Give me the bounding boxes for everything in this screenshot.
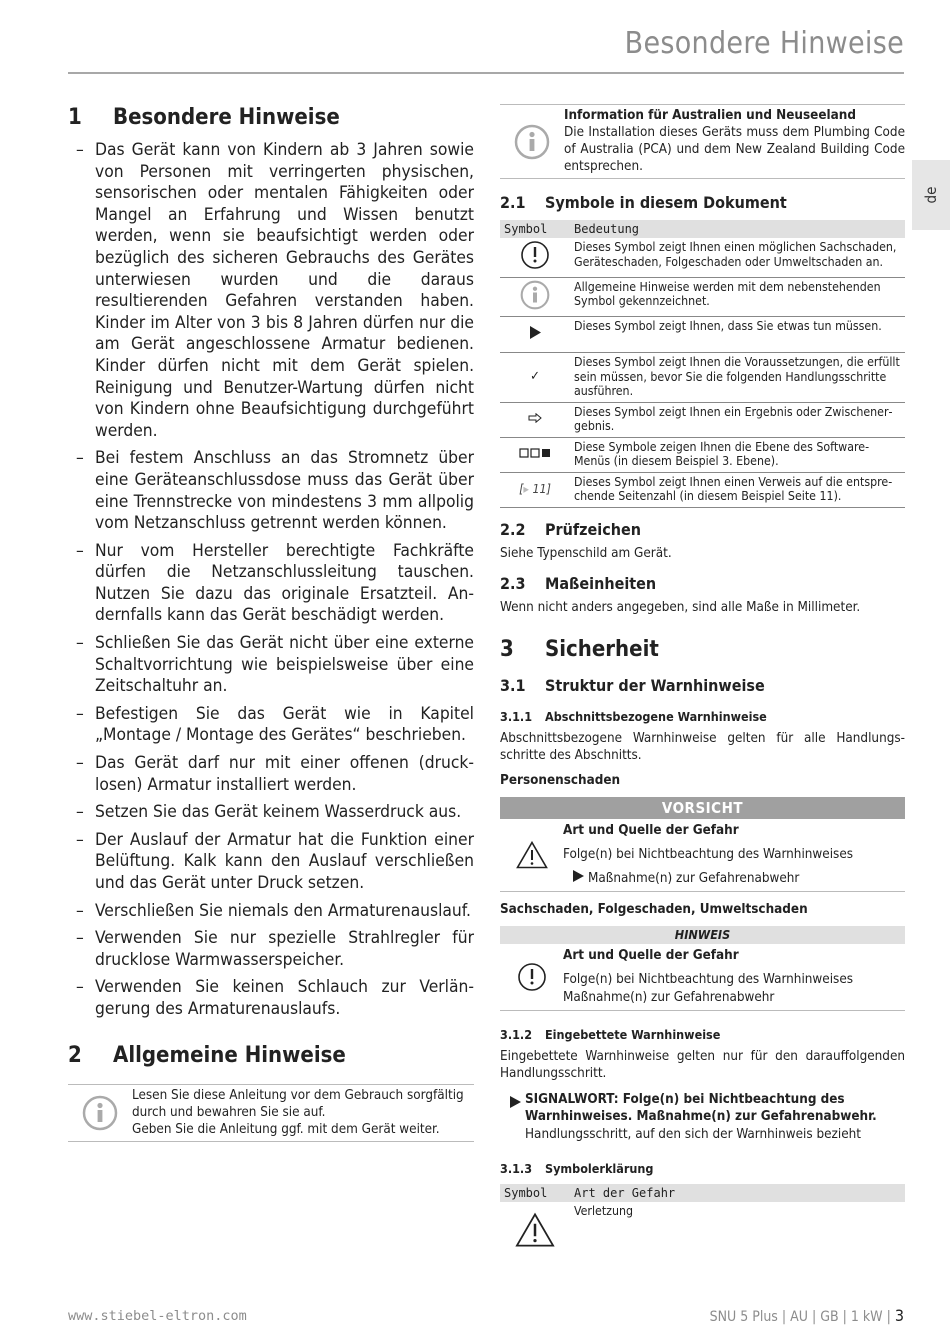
table-cell: Allgemeine Hinweise werden mit dem nebenstehenden Symbol gekennzeichnet. <box>570 277 905 317</box>
table-row <box>500 317 905 353</box>
symbol-legend-table <box>500 1184 905 1254</box>
action-triangle-icon <box>573 867 584 891</box>
section-3-1-2-heading <box>500 1027 905 1042</box>
info-line: Lesen Sie diese Anleitung vor dem Gebrauch sorgfältig durch und bewahren Sie sie auf. <box>132 1087 464 1120</box>
left-column <box>68 105 474 1142</box>
page-number: 3 <box>894 1306 904 1325</box>
page-ref-number: 11] <box>532 481 551 496</box>
section-2-1-heading <box>500 193 905 212</box>
australia-info-box <box>500 104 905 179</box>
action-triangle-icon <box>529 328 541 342</box>
table-row <box>500 402 905 437</box>
section-3-1-3-heading <box>500 1161 905 1176</box>
section-number: 2.1 <box>500 193 526 212</box>
measure-text: Maßnahme(n) zur Gefahrenabwehr <box>588 870 800 886</box>
section-title: Struktur der Warnhinweise <box>545 675 765 695</box>
section-number: 3.1 <box>500 675 526 695</box>
menu-level-icon <box>519 447 551 461</box>
embedded-warning-example <box>500 1091 905 1144</box>
note-warning-example <box>500 926 905 1011</box>
section-title: Sicherheit <box>545 636 659 662</box>
info-text: Die Installation dieses Geräts muss dem Plumbing Code of Australia (PCA) und dem New Zealand Building Code entsprechen. <box>564 125 905 174</box>
section-title: Abschnittsbezogene Warnhinweise <box>545 708 767 724</box>
action-triangle-icon <box>510 1093 521 1144</box>
footer-product: SNU 5 Plus | AU | GB | 1 kW | <box>709 1309 891 1325</box>
result-arrow-icon <box>528 412 542 426</box>
column-header: Symbol <box>500 1184 570 1202</box>
table-cell: Dieses Symbol zeigt Ihnen, dass Sie etwas tun müssen. <box>570 317 905 353</box>
language-tab <box>912 160 950 230</box>
table-header-row <box>500 1184 905 1202</box>
section-title: Eingebettete Warnhinweise <box>545 1026 721 1042</box>
table-cell: Dieses Symbol zeigt Ihnen einen möglichen Sachschaden, Geräteschaden, Folgeschaden oder Umweltschaden an. <box>570 238 905 277</box>
table-row <box>500 472 905 507</box>
table-header-row <box>500 220 905 238</box>
table-row <box>500 277 905 317</box>
consequence-text: Folge(n) bei Nichtbeachtung des Warnhinweises <box>563 971 854 987</box>
table-cell: Dieses Symbol zeigt Ihnen einen Verweis auf die entsprechende Seitenzahl (in diesem Beispiel Seite 11). <box>570 472 905 507</box>
warning-triangle-icon <box>515 1237 555 1251</box>
section-title: Symbolerklärung <box>545 1161 654 1176</box>
general-info-box <box>68 1084 474 1142</box>
property-damage-label: Sachschaden, Folgeschaden, Umweltschaden <box>500 901 808 917</box>
checkmark-icon: ✓ <box>530 369 540 384</box>
section-title: Symbole in diesem Dokument <box>545 193 787 212</box>
table-row <box>500 437 905 472</box>
caution-signal-word: VORSICHT <box>500 797 905 819</box>
note-signal-word: HINWEIS <box>500 926 905 944</box>
safety-bullet-list <box>68 140 474 1021</box>
caution-warning-example <box>500 797 905 892</box>
embedded-warning-text: Handlungsschritt, auf den sich der Warnhinweis bezieht <box>525 1126 861 1142</box>
footer-website: www.stiebel-eltron.com <box>68 1308 247 1324</box>
list-item: – Verwenden Sie nur spezielle Strahlregler für drucklose Warmwasserspeicher. <box>68 928 474 971</box>
table-row <box>500 238 905 277</box>
consequence-text: Folge(n) bei Nichtbeachtung des Warnhinweises <box>563 846 854 862</box>
body-text: Eingebettete Warnhinweise gelten nur für den darauffolgenden Handlungsschritt. <box>500 1048 905 1081</box>
list-item: – Bei festem Anschluss an das Stromnetz über eine Geräteanschlussdose muss das Gerät über eine Trennstrecke von mindestens 3 mm allpolig vom Netzanschluss getrennt werden können. <box>68 448 474 534</box>
page-ref-icon: [▸ 11] <box>519 481 551 496</box>
info-circle-icon <box>68 1085 132 1141</box>
section-number: 3 <box>500 636 514 662</box>
table-cell: Dieses Symbol zeigt Ihnen die Voraussetzungen, die erfüllt sein müssen, bevor Sie die folgenden Handlungsschritte ausführen. <box>570 353 905 403</box>
section-number: 3.1.2 <box>500 1026 533 1042</box>
list-item: – Das Gerät kann von Kindern ab 3 Jahren sowie von Personen mit verringerten physischen, sensorischen oder mentalen Fähigkeiten oder Mangel an Erfahrung und Wissen benutzt werden, wenn sie beaufsichtigt werden oder bezüglich des sicheren Gebrauchs des Gerätes unterwiesen wurden und die daraus resultierenden Gefahren verstanden haben. Kinder im Alter von 3 bis 8 Jahren dürfen nur die am Gerät angeschlossene Armatur bedienen. Kinder dürfen nicht mit dem Gerät spielen. Reinigung und Benutzer-Wartung dürfen nicht von Kindern ohne Beaufsichtigung durchgeführt werden. <box>68 140 474 442</box>
header-rule <box>68 72 904 74</box>
section-2-2-heading <box>500 520 905 539</box>
footer-product-info <box>710 1306 904 1325</box>
page-header-title: Besondere Hinweise <box>624 26 904 61</box>
section-number: 2 <box>68 1042 82 1068</box>
table-cell: Verletzung <box>574 1204 634 1218</box>
table-row <box>500 1202 905 1254</box>
language-label: de <box>922 186 940 204</box>
section-title: Maßeinheiten <box>545 574 657 593</box>
info-circle-icon <box>520 299 550 313</box>
section-2-heading <box>68 1043 474 1068</box>
body-text: Abschnittsbezogene Warnhinweise gelten für alle Handlungsschritte des Abschnitts. <box>500 730 905 763</box>
list-item: – Schließen Sie das Gerät nicht über eine externe Schaltvorrichtung wie beispielsweise über eine Zeitschaltuhr an. <box>68 633 474 698</box>
section-number: 1 <box>68 105 82 130</box>
table-cell: Diese Symbole zeigen Ihnen die Ebene des Software-Menüs (in diesem Beispiel 3. Ebene). <box>570 437 905 472</box>
info-line: Geben Sie die Anleitung ggf. mit dem Gerät weiter. <box>132 1121 440 1137</box>
table-row <box>500 353 905 403</box>
table-cell: Dieses Symbol zeigt Ihnen ein Ergebnis oder Zwischenergebnis. <box>570 402 905 437</box>
section-title: Besondere Hinweise <box>113 105 340 130</box>
person-damage-label: Personenschaden <box>500 772 621 788</box>
section-3-1-1-heading <box>500 709 905 724</box>
list-item: – Der Auslauf der Armatur hat die Funktion einer Belüftung. Kalk kann den Auslauf verschließen und das Gerät unter Druck setzen. <box>68 830 474 895</box>
column-header: Symbol <box>500 220 570 238</box>
embedded-warning-bold: SIGNALWORT: Folge(n) bei Nichtbeachtung des Warnhinweises. Maßnahme(n) zur Gefahrenabwehr. <box>525 1091 877 1124</box>
list-item: – Setzen Sie das Gerät keinem Wasserdruck aus. <box>68 802 474 824</box>
right-column <box>500 104 905 1254</box>
hazard-title: Art und Quelle der Gefahr <box>563 822 739 838</box>
exclamation-circle-icon <box>520 259 550 273</box>
section-2-3-heading <box>500 574 905 593</box>
measure-text: Maßnahme(n) zur Gefahrenabwehr <box>563 989 775 1005</box>
warning-triangle-icon <box>500 819 563 891</box>
section-1-heading <box>68 105 474 130</box>
section-number: 2.3 <box>500 574 526 593</box>
list-item: – Befestigen Sie das Gerät wie in Kapitel „Montage / Montage des Gerätes“ beschrieben. <box>68 704 474 747</box>
info-title: Information für Australien und Neuseeland <box>564 108 856 123</box>
section-number: 2.2 <box>500 519 526 539</box>
section-number: 3.1.3 <box>500 1161 533 1176</box>
body-text: Siehe Typenschild am Gerät. <box>500 545 672 561</box>
info-circle-icon <box>500 105 564 178</box>
section-3-1-heading <box>500 676 905 695</box>
list-item: – Verwenden Sie keinen Schlauch zur Verlängerung des Armaturenauslaufs. <box>68 977 474 1020</box>
list-item: – Das Gerät darf nur mit einer offenen (drucklosen) Armatur installiert werden. <box>68 753 474 796</box>
section-3-heading <box>500 637 905 662</box>
exclamation-circle-icon <box>500 944 563 1010</box>
list-item: – Nur vom Hersteller berechtigte Fachkräfte dürfen die Netzanschlussleitung tauschen. Nutzen Sie dazu das originale Ersatzteil. Andernfalls kann das Gerät beschädigt werden. <box>68 541 474 627</box>
hazard-title: Art und Quelle der Gefahr <box>563 947 739 963</box>
symbols-table <box>500 220 905 508</box>
column-header: Art der Gefahr <box>570 1184 905 1202</box>
body-text: Wenn nicht anders angegeben, sind alle Maße in Millimeter. <box>500 600 861 615</box>
section-number: 3.1.1 <box>500 708 533 724</box>
list-item: – Verschließen Sie niemals den Armaturenauslauf. <box>68 901 474 923</box>
column-header: Bedeutung <box>570 220 905 238</box>
section-title: Prüfzeichen <box>545 519 642 539</box>
section-title: Allgemeine Hinweise <box>113 1042 346 1068</box>
